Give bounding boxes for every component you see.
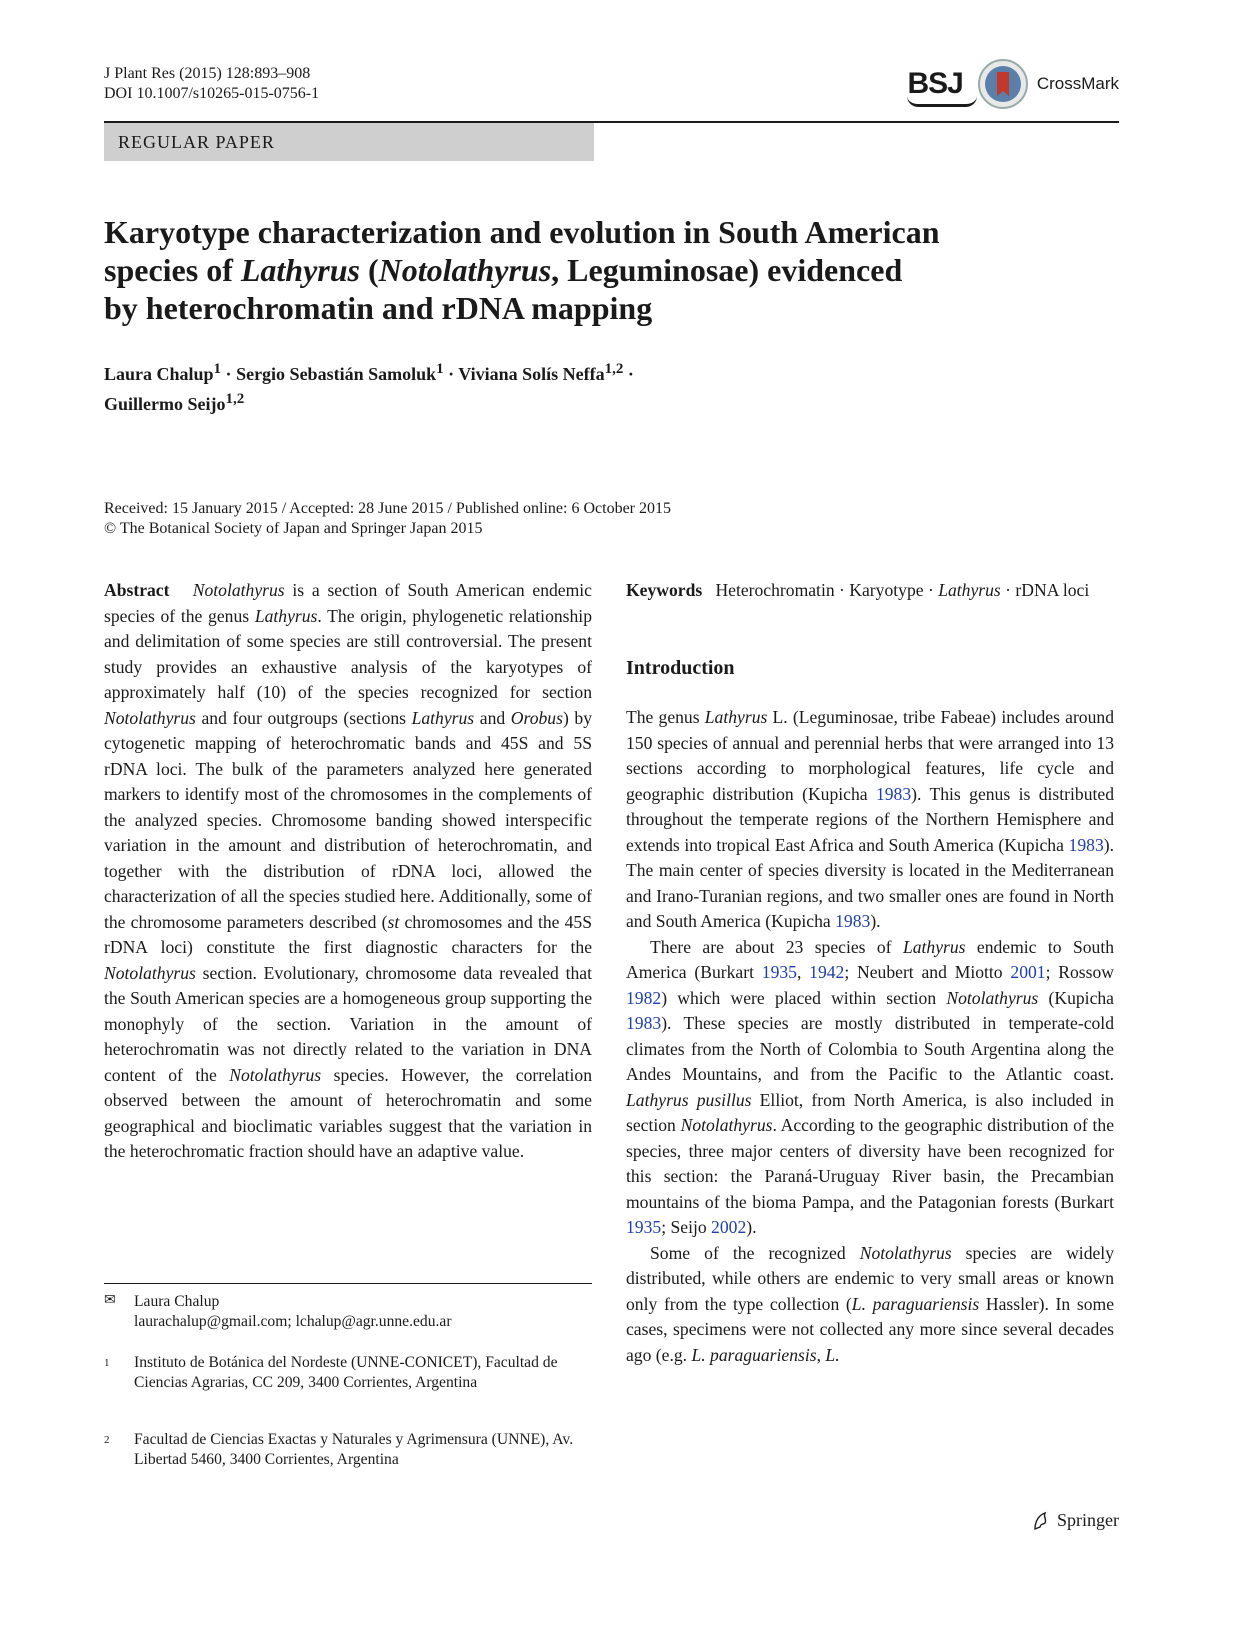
italic-term: Lathyrus [411, 707, 475, 728]
springer-logo [1031, 1510, 1119, 1531]
citation-link[interactable]: 1983 [835, 911, 871, 931]
section-heading-introduction: Introduction [626, 656, 735, 679]
author[interactable]: Guillermo Seijo$^{1,2}$ [104, 391, 245, 414]
intro-paragraph: There are about 23 species of Lathyrus endemic to South America (Burkart 1935, 1942; Neubert and Miotto 2001; Rossow 1982) which were placed within section Notolathyrus (Kupicha 1983). These species are mostly distributed in temperate-cold climates from the North of Colombia to South Argentina along the Andes Mountains, and from the Pacific to the Atlantic coast. Lathyrus pusillus Elliot, from North America, is also included in section Notolathyrus. According to the geographic distribution of the species, three major centers of diversity have been recognized for this section: the Paraná-Uruguay River basin, the Precambian mountains of the bioma Pampa, and the Patagonian forests (Burkart 1935; Seijo 2002). [626, 936, 1115, 1237]
crossmark-badge[interactable] [977, 58, 1119, 110]
bsj-swoosh-icon [907, 96, 977, 107]
italic-term: Notolathyrus [859, 1242, 952, 1263]
italic-term: Orobus [510, 707, 563, 728]
italic-term: L. [825, 1344, 840, 1365]
contact-email[interactable]: laurachalup@gmail.com; lchalup@agr.unne.edu.ar [134, 1313, 452, 1330]
intro-paragraph: The genus Lathyrus L. (Leguminosae, tribe Fabeae) includes around 150 species of annual and perennial herbs that were arranged into 13 sections according to morphological features, life cycle and geographic distribution (Kupicha 1983). This genus is distributed throughout the temperate regions of the Northern Hemisphere and extends into tropical East Africa and South America (Kupicha 1983). The main center of species diversity is located in the Mediterranean and Irano-Turanian regions, and two smaller ones are found in North and South America (Kupicha 1983). [626, 707, 1114, 931]
author[interactable]: Sergio Sebastián Samoluk$^1$ [236, 361, 444, 384]
affiliation-number: 1 [104, 1357, 110, 1369]
section-label: REGULAR PAPER [104, 123, 594, 161]
author-list: Laura Chalup$^1$ · Sergio Sebastián Samoluk$^1$ · Viviana Solís Neffa$^{1,2}$ · Guillermo Seijo$^{1,2}$ [104, 361, 634, 414]
citation-link[interactable]: 2002 [711, 1217, 747, 1237]
affiliation-text: Facultad de Ciencias Exactas y Naturales y Agrimensura (UNNE), Av. Libertad 5460, 3400 Corrientes, Argentina [134, 1431, 574, 1468]
springer-horse-icon [1031, 1511, 1051, 1531]
title-line-1: Karyotype characterization and evolution in South American [104, 214, 940, 250]
italic-term: Notolathyrus [680, 1115, 773, 1135]
citation-link[interactable]: 1983 [626, 1013, 662, 1033]
title-line-2: species of Lathyrus (Notolathyrus, Leguminosae) evidenced [104, 252, 903, 288]
keywords-label: Keywords [626, 580, 703, 600]
introduction-body [626, 705, 1114, 1368]
bsj-logo-text: BSJ [907, 67, 963, 100]
contact-name: Laura Chalup [134, 1293, 220, 1310]
doi[interactable]: DOI 10.1007/s10265-015-0756-1 [104, 85, 320, 102]
affiliation-number: 2 [104, 1434, 110, 1446]
copyright: © The Botanical Society of Japan and Springer Japan 2015 [104, 520, 483, 537]
italic-term: Lathyrus [704, 707, 768, 727]
italic-term: Lathyrus [254, 605, 318, 626]
journal-citation: J Plant Res (2015) 128:893–908 [104, 65, 311, 82]
citation-link[interactable]: 1942 [809, 962, 845, 982]
citation-link[interactable]: 1983 [1068, 834, 1104, 855]
citation-link[interactable]: 1935 [626, 1217, 662, 1237]
italic-term: Lathyrus pusillus [626, 1089, 752, 1110]
affiliation-1 [104, 1353, 592, 1393]
right-column [626, 578, 1114, 1368]
intro-paragraph: Some of the recognized Notolathyrus species are widely distributed, while others are endemic to very small areas or known only from the type collection (L. paraguariensis Hassler). In some cases, specimens were not collected any more since several decades ago (e.g. L. paraguariensis, L. [626, 1242, 1114, 1365]
paper-title [104, 213, 1004, 327]
abstract-text: Abstract Notolathyrus is a section of South American endemic species of the genus Lathyrus. The origin, phylogenetic relationship and delimitation of some species are still controversial. The present study provides an exhaustive analysis of the karyotypes of approximately half (10) of the species recognized for section Notolathyrus and four outgroups (sections Lathyrus and Orobus) by cytogenetic mapping of heterochromatic bands and 45S and 5S rDNA loci. The bulk of the parameters analyzed here generated markers to identify most of the chromosomes in the complements of the analyzed species. Chromosome banding showed interspecific variation in the amount and distribution of heterochromatin, and together with the distribution of rDNA loci, allowed the characterization of all the species studied here. Additionally, some of the chromosome parameters described (st chromosomes and the 45S rDNA loci) constitute the first diagnostic characters for the Notolathyrus section. Evolutionary, chromosome data revealed that the South American species are a homogeneous group supporting the monophyly of the section. Variation in the amount of heterochromatin was not directly related to the variation in DNA content of the Notolathyrus species. However, the correlation observed between the amount of heterochromatin and some geographical and bioclimatic variables suggest that the variation in the heterochromatic fraction should have an adaptive value. [104, 580, 593, 1161]
citation-link[interactable]: 1982 [626, 987, 662, 1008]
italic-term: Notolathyrus [104, 962, 196, 983]
springer-label: Springer [1057, 1510, 1119, 1530]
crossmark-label: CrossMark [1036, 74, 1119, 93]
italic-term: Lathyrus [938, 580, 1001, 600]
corresponding-author [104, 1292, 592, 1332]
crossmark-icon [977, 58, 1029, 110]
history-dates: Received: 15 January 2015 / Accepted: 28 June 2015 / Published online: 6 October 2015 [104, 500, 671, 517]
footnote-rule [104, 1283, 592, 1284]
italic-term: Notolathyrus [229, 1064, 322, 1085]
italic-term: Lathyrus [902, 936, 966, 957]
envelope-icon: ✉ [104, 1293, 116, 1308]
italic-term: L. paraguariensis [851, 1293, 980, 1314]
italic-term: Notolathyrus [192, 580, 285, 600]
keywords: Keywords Heterochromatin · Karyotype · Lathyrus · rDNA loci [626, 580, 1090, 600]
italic-term: Notolathyrus [946, 987, 1039, 1008]
citation-link[interactable]: 2001 [1010, 962, 1046, 982]
affiliation-text: Instituto de Botánica del Nordeste (UNNE-CONICET), Facultad de Ciencias Agrarias, CC 209, 3400 Corrientes, Argentina [134, 1354, 558, 1391]
italic-term: st [387, 911, 400, 932]
abstract-label: Abstract [104, 580, 170, 600]
citation-link[interactable]: 1983 [875, 783, 912, 804]
title-line-3: by heterochromatin and rDNA mapping [104, 290, 653, 326]
author[interactable]: Viviana Solís Neffa$^{1,2}$ [458, 361, 624, 384]
header-logos [907, 58, 1119, 110]
italic-term: Notolathyrus [104, 707, 196, 728]
italic-term: L. paraguariensis [691, 1344, 817, 1365]
abstract [104, 578, 592, 1165]
journal-info [104, 64, 319, 104]
affiliation-2 [104, 1430, 592, 1470]
bsj-logo [907, 67, 962, 101]
citation-link[interactable]: 1935 [761, 962, 797, 982]
author[interactable]: Laura Chalup$^1$ [104, 361, 222, 384]
publication-dates [104, 499, 671, 539]
